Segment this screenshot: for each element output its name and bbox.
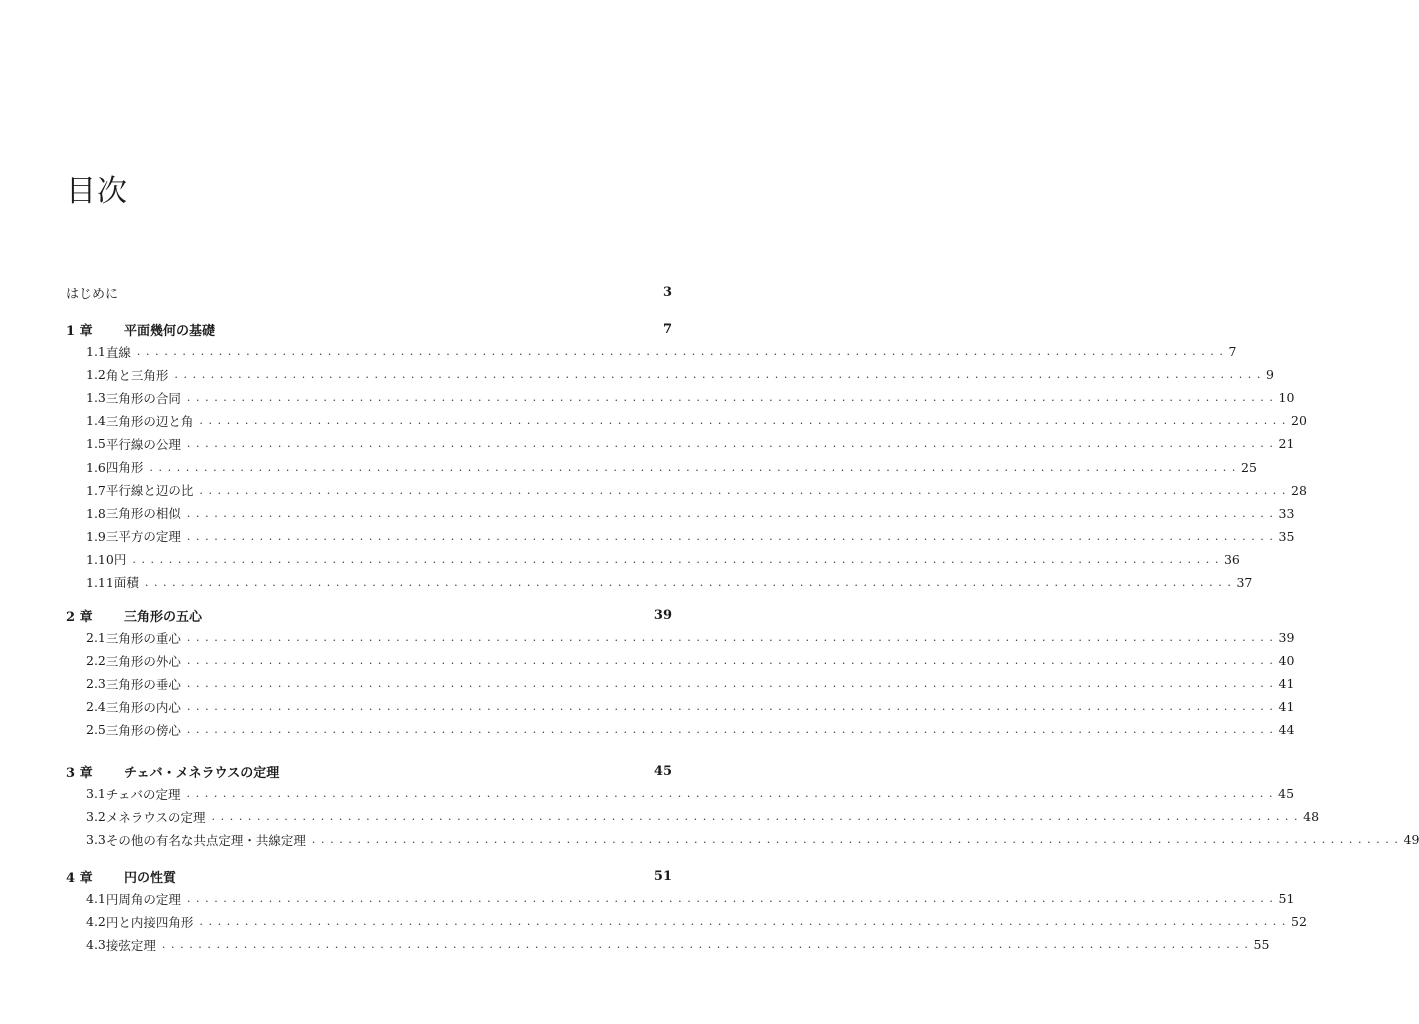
toc-section-entry[interactable] <box>66 805 1320 828</box>
dot-leader: ........................................................................................................................ <box>174 368 1266 382</box>
dot-leader: ........................................................................................................................ <box>311 833 1404 847</box>
section-title: 三角形の垂心 <box>105 676 181 692</box>
section-page: 20 <box>1291 413 1307 429</box>
section-page: 25 <box>1241 459 1257 475</box>
section-page: 48 <box>1303 809 1320 825</box>
toc-section-entry[interactable] <box>66 828 1419 851</box>
section-number: 3.2 <box>86 809 106 825</box>
dot-leader: ........................................................................................................................ <box>186 787 1279 801</box>
section-number: 1.11 <box>86 574 114 590</box>
section-title: その他の有名な共点定理・共線定理 <box>105 832 306 848</box>
dot-leader: ........................................................................................................................ <box>186 506 1279 520</box>
section-title: 平行線と辺の比 <box>105 483 194 499</box>
toc-entry-intro[interactable] <box>66 282 672 302</box>
section-title: 三角形の辺と角 <box>105 413 194 429</box>
section-title: 三角形の重心 <box>105 630 181 646</box>
section-number: 1.4 <box>86 413 106 429</box>
section-title: 円と内接四角形 <box>105 914 194 930</box>
section-title: チェバの定理 <box>105 786 181 802</box>
section-number: 4.2 <box>86 914 106 930</box>
section-page: 36 <box>1223 551 1240 567</box>
toc-section-entry[interactable] <box>66 363 1274 386</box>
section-number: 1.8 <box>86 505 106 521</box>
chapter-block <box>66 604 1295 741</box>
toc-section-entry[interactable] <box>66 626 1295 649</box>
toc-section-entry[interactable] <box>66 887 1295 910</box>
dot-leader: ........................................................................................................................ <box>186 700 1279 714</box>
section-page: 44 <box>1278 722 1295 738</box>
toc-chapter-entry[interactable] <box>66 760 672 782</box>
section-title: 平行線の公理 <box>105 436 181 452</box>
section-number: 4.1 <box>86 891 106 907</box>
section-number: 1.1 <box>86 344 106 360</box>
chapter-title: 三角形の五心 <box>124 609 203 625</box>
intro-page: 3 <box>662 284 672 300</box>
chapter-page: 39 <box>653 607 672 623</box>
toc-section-entry[interactable] <box>66 455 1257 478</box>
section-title: 三角形の相似 <box>105 506 181 522</box>
section-page: 37 <box>1236 574 1253 590</box>
chapter-block <box>66 760 1419 851</box>
section-number: 2.2 <box>86 653 106 669</box>
toc-section-entry[interactable] <box>66 672 1295 695</box>
section-title: 三角形の内心 <box>105 699 181 715</box>
dot-leader: ........................................................................................................................ <box>199 915 1291 929</box>
toc-section-entry[interactable] <box>66 409 1307 432</box>
toc-section-entry[interactable] <box>66 571 1253 594</box>
section-title: 角と三角形 <box>105 367 169 383</box>
section-number: 2.5 <box>86 722 106 738</box>
section-title: 三角形の合同 <box>105 390 181 406</box>
dot-leader: ........................................................................................................................ <box>136 345 1229 359</box>
toc-section-entry[interactable] <box>66 548 1240 571</box>
section-number: 1.7 <box>86 482 106 498</box>
toc-section-entry[interactable] <box>66 502 1295 525</box>
chapter-number: 3 章 <box>66 765 93 781</box>
section-page: 45 <box>1278 786 1295 802</box>
dot-leader: ........................................................................................................................ <box>199 414 1291 428</box>
section-number: 1.9 <box>86 528 106 544</box>
toc-section-entry[interactable] <box>66 386 1295 409</box>
section-title: 円周角の定理 <box>105 891 181 907</box>
section-page: 55 <box>1253 937 1270 953</box>
section-page: 49 <box>1403 832 1419 848</box>
section-number: 1.5 <box>86 436 106 452</box>
section-page: 52 <box>1291 914 1307 930</box>
section-page: 35 <box>1278 528 1295 544</box>
section-page: 41 <box>1278 699 1295 715</box>
section-number: 3.3 <box>86 832 106 848</box>
section-page: 21 <box>1278 436 1295 452</box>
section-page: 10 <box>1278 390 1295 406</box>
section-page: 28 <box>1291 482 1307 498</box>
toc-section-entry[interactable] <box>66 432 1295 455</box>
section-number: 1.3 <box>86 390 106 406</box>
chapter-block <box>66 318 1307 594</box>
chapter-page: 7 <box>662 321 672 337</box>
section-page: 7 <box>1228 344 1237 360</box>
dot-leader: ........................................................................................................................ <box>161 938 1254 952</box>
dot-leader: ........................................................................................................................ <box>186 654 1279 668</box>
toc-chapter-entry[interactable] <box>66 604 672 626</box>
section-page: 41 <box>1278 676 1295 692</box>
section-number: 2.1 <box>86 630 106 646</box>
toc-section-entry[interactable] <box>66 718 1295 741</box>
page-title: 目次 <box>66 174 128 209</box>
chapter-page: 51 <box>653 868 672 884</box>
toc-section-entry[interactable] <box>66 649 1295 672</box>
toc-section-entry[interactable] <box>66 695 1295 718</box>
section-title: 面積 <box>113 575 139 591</box>
chapter-title: 平面幾何の基礎 <box>124 323 216 339</box>
dot-leader: ........................................................................................................................ <box>144 575 1237 589</box>
section-number: 1.10 <box>86 551 114 567</box>
dot-leader: ........................................................................................................................ <box>149 460 1241 474</box>
section-number: 2.3 <box>86 676 106 692</box>
section-number: 4.3 <box>86 937 106 953</box>
dot-leader: ........................................................................................................................ <box>211 810 1304 824</box>
toc-section-entry[interactable] <box>66 782 1295 805</box>
dot-leader: ........................................................................................................................ <box>186 631 1279 645</box>
chapter-number: 1 章 <box>66 323 93 339</box>
section-page: 39 <box>1278 630 1295 646</box>
section-number: 1.2 <box>86 367 106 383</box>
section-title: 三角形の外心 <box>105 653 181 669</box>
section-number: 2.4 <box>86 699 106 715</box>
chapter-block <box>66 865 1307 956</box>
chapter-page: 45 <box>653 763 672 779</box>
section-page: 40 <box>1278 653 1295 669</box>
dot-leader: ........................................................................................................................ <box>186 391 1279 405</box>
dot-leader: ........................................................................................................................ <box>186 529 1279 543</box>
toc-section-entry[interactable] <box>66 525 1295 548</box>
toc-chapter-entry[interactable] <box>66 318 672 340</box>
dot-leader: ........................................................................................................................ <box>199 483 1291 497</box>
section-title: 四角形 <box>105 460 144 476</box>
chapter-number: 4 章 <box>66 870 93 886</box>
section-page: 33 <box>1278 505 1295 521</box>
section-page: 51 <box>1278 891 1295 907</box>
chapter-title: チェバ・メネラウスの定理 <box>124 765 280 781</box>
section-page: 9 <box>1266 367 1274 383</box>
section-title: 直線 <box>105 344 131 360</box>
section-title: メネラウスの定理 <box>105 809 206 825</box>
toc-section-entry[interactable] <box>66 933 1270 956</box>
dot-leader: ........................................................................................................................ <box>186 437 1279 451</box>
chapter-number: 2 章 <box>66 609 93 625</box>
dot-leader: ........................................................................................................................ <box>132 552 1224 566</box>
section-number: 3.1 <box>86 786 106 802</box>
toc-section-entry[interactable] <box>66 910 1307 933</box>
section-title: 円 <box>113 552 127 568</box>
toc-chapter-entry[interactable] <box>66 865 672 887</box>
toc-section-entry[interactable] <box>66 479 1307 502</box>
section-number: 1.6 <box>86 459 106 475</box>
dot-leader: ........................................................................................................................ <box>186 723 1279 737</box>
section-title: 三平方の定理 <box>105 529 181 545</box>
dot-leader: ........................................................................................................................ <box>186 677 1279 691</box>
dot-leader: ........................................................................................................................ <box>186 892 1279 906</box>
intro-label: はじめに <box>66 286 119 302</box>
chapter-title: 円の性質 <box>124 870 177 886</box>
section-title: 三角形の傍心 <box>105 722 181 738</box>
toc-section-entry[interactable] <box>66 340 1237 363</box>
section-title: 接弦定理 <box>105 937 156 953</box>
